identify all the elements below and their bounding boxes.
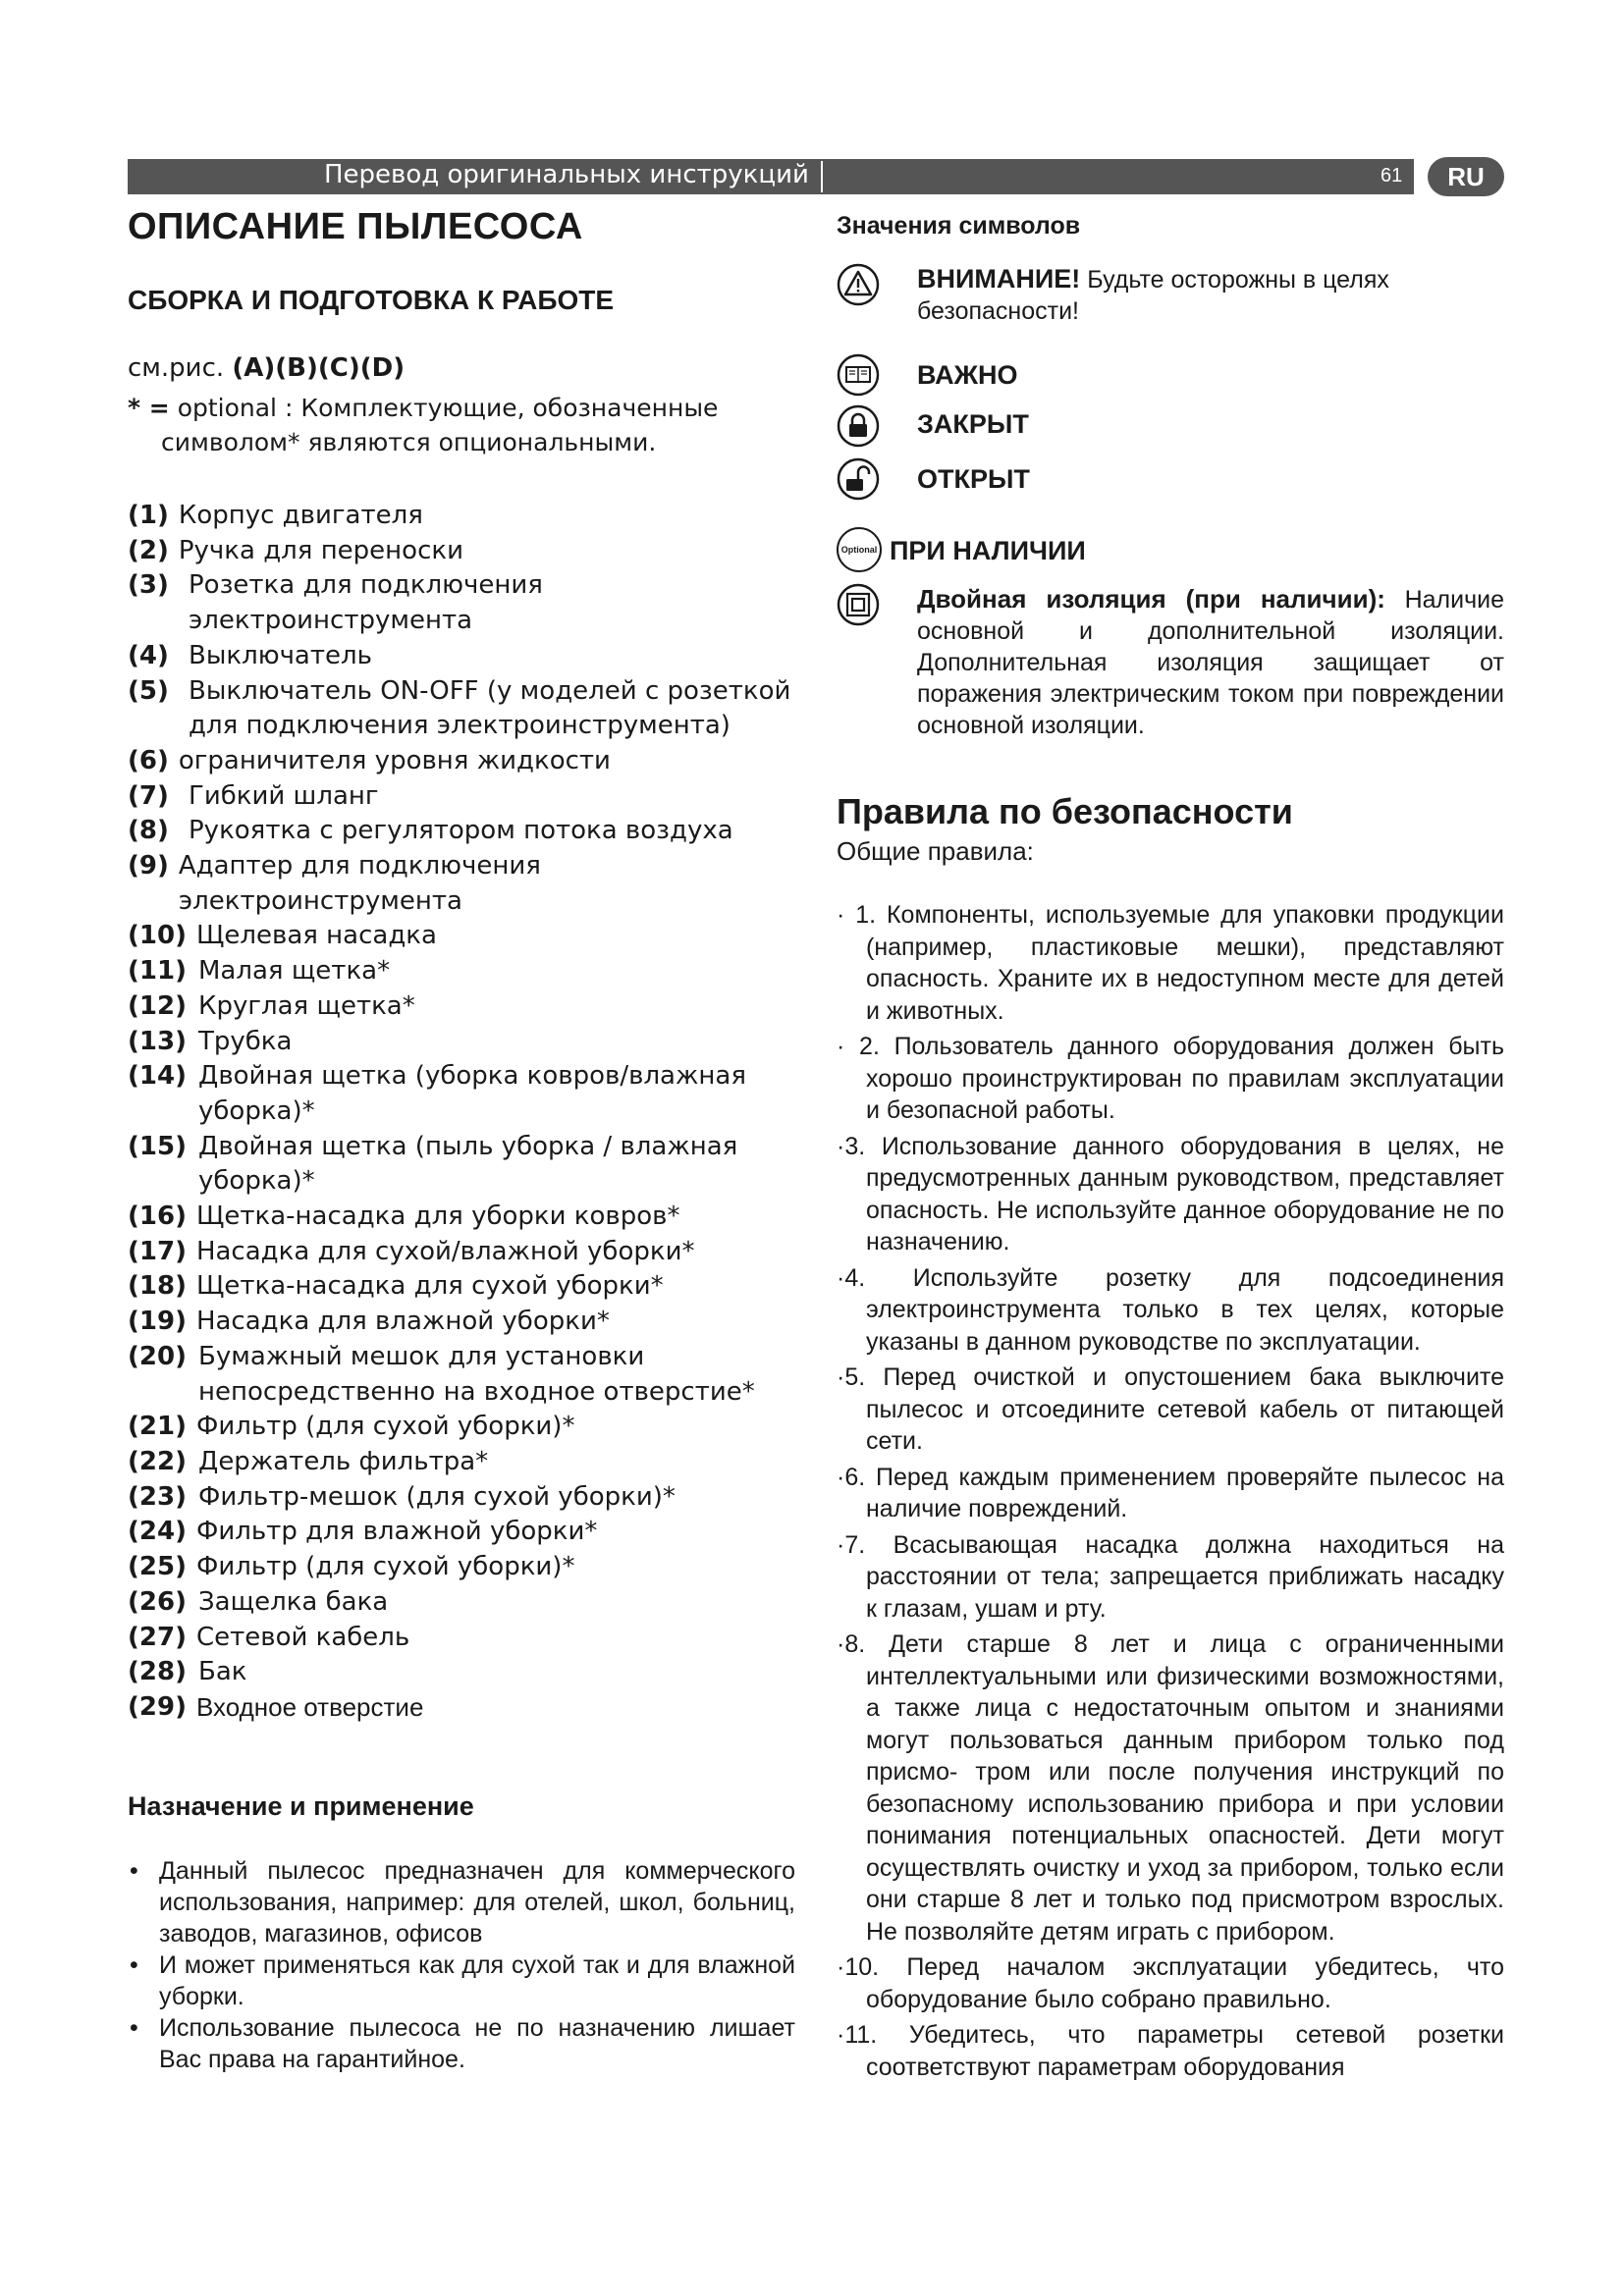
- rule-item: ·4. Используйте розетку для подсоединения электроинструмента только в тех целях, которые указаны в данном руководстве по эксплуатации.: [837, 1263, 1504, 1356]
- part-item: (16) Щетка-насадка для уборки ковров*: [128, 1201, 680, 1232]
- part-item: (12) Круглая щетка*: [128, 990, 415, 1021]
- safety-heading: Правила по безопасности: [837, 791, 1293, 831]
- part-item: (17) Насадка для сухой/влажной уборки*: [128, 1236, 695, 1266]
- parts-list: [128, 499, 795, 1726]
- figure-reference: [128, 353, 405, 383]
- part-item: (22) Держатель фильтра*: [128, 1446, 489, 1476]
- symbol-optional: [837, 527, 1086, 572]
- part-item: (15) Двойная щетка (пыль уборка / влажная уборка)*: [128, 1131, 738, 1197]
- symbol-closed: [837, 404, 1029, 448]
- part-item: (20) Бумажный мешок для установки непосредственно на входное отверстие*: [128, 1341, 755, 1407]
- figure-refs: (A)(B)(C)(D): [232, 353, 406, 383]
- part-item: (8) Рукоятка с регулятором потока воздуха: [128, 816, 733, 846]
- symbol-double-insulation: [837, 583, 1504, 741]
- part-item: (27) Сетевой кабель: [128, 1622, 410, 1652]
- part-item: (18) Щетка-насадка для сухой уборки*: [128, 1271, 664, 1302]
- optional-label: ПРИ НАЛИЧИИ: [890, 536, 1086, 565]
- open-label: ОТКРЫТ: [917, 464, 1030, 494]
- part-item: (6) ограничителя уровня жидкости: [128, 745, 611, 775]
- rule-item: ·3. Использование данного оборудования в целях, не предусмотренных данным руководством, представляет опасность. Не используйте данное оборудование не по назначению.: [837, 1132, 1504, 1255]
- purpose-item: • Использование пылесоса не по назначению лишает Вас права на гарантийное.: [128, 2012, 795, 2075]
- lock-closed-icon: [837, 404, 880, 448]
- header-divider: [821, 161, 823, 192]
- warning-text: Будьте осторожны в целях безопасности!: [917, 266, 1389, 325]
- optional-note: [128, 391, 756, 459]
- optional-text-1: optional : Комплектующие, обозначенные: [177, 394, 719, 422]
- purpose-item: • И может применяться как для сухой так и для влажной уборки.: [128, 1949, 795, 2012]
- part-item: (29) Входное отверстие: [128, 1691, 424, 1722]
- rule-item: ·7. Всасывающая насадка должна находиться на расстоянии от тела; запрещается приближать насадку к глазам, ушам и рту.: [837, 1530, 1504, 1623]
- part-item: (26) Защелка бака: [128, 1586, 389, 1617]
- part-item: (2) Ручка для переноски: [128, 535, 463, 565]
- important-label: ВАЖНО: [917, 360, 1018, 390]
- language-badge: RU: [1428, 157, 1504, 196]
- page-number: 61: [1380, 165, 1403, 187]
- double-insulation-icon: [837, 583, 880, 626]
- lock-open-icon: [837, 457, 880, 501]
- safety-rules-list: [837, 899, 1504, 2087]
- symbol-warning: [837, 263, 1504, 327]
- rule-item: ·5. Перед очисткой и опустошением бака выключите пылесос и отсоедините сетевой кабель от питающей сети.: [837, 1363, 1504, 1455]
- double-insulation-text: Наличие основной и дополнительной изоляции. Дополнительная изоляция защищает от поражения электрическим током при повреждении основной изоляции.: [917, 586, 1504, 739]
- double-insulation-description: [917, 583, 1504, 741]
- rule-item: · 2. Пользователь данного оборудования должен быть хорошо проинструктирован по правилам эксплуатации и безопасной работы.: [837, 1033, 1504, 1124]
- general-rules-subheading: Общие правила:: [837, 836, 1034, 866]
- purpose-heading: Назначение и применение: [128, 1791, 474, 1821]
- warning-label: ВНИМАНИЕ!: [917, 264, 1081, 294]
- part-item: (9) Адаптер для подключения электроинструмента: [128, 851, 541, 916]
- part-item: (4) Выключатель: [128, 640, 372, 670]
- header-title: Перевод оригинальных инструкций: [324, 160, 809, 189]
- optional-icon: [837, 527, 882, 572]
- rule-item: ·11. Убедитесь, что параметры сетевой розетки соответствуют параметрам оборудования: [837, 2021, 1504, 2081]
- rule-item: ·10. Перед началом эксплуатации убедитесь, что оборудование было собрано правильно.: [837, 1953, 1504, 2013]
- optional-text-2: символом* являются опциональными.: [161, 428, 657, 456]
- page-title: ОПИСАНИЕ ПЫЛЕСОСА: [128, 206, 583, 247]
- closed-label: ЗАКРЫТ: [917, 409, 1029, 439]
- part-item: (25) Фильтр (для сухой уборки)*: [128, 1552, 575, 1582]
- rule-item: · 1. Компоненты, используемые для упаковки продукции (например, пластиковые мешки), представляют опасность. Храните их в недоступном месте для детей и животных.: [837, 901, 1504, 1025]
- part-item: (24) Фильтр для влажной уборки*: [128, 1517, 598, 1547]
- symbols-heading: Значения символов: [837, 212, 1081, 240]
- part-item: (14) Двойная щетка (уборка ковров/влажная уборка)*: [128, 1061, 746, 1126]
- double-insulation-label: Двойная изоляция (при наличии):: [917, 584, 1385, 614]
- purpose-item: • Данный пылесос предназначен для коммерческого использования, например: для отелей, школ, больниц, заводов, магазинов, офисов: [128, 1855, 795, 1949]
- important-book-icon: [837, 353, 880, 397]
- optional-icon-text: Optional: [840, 545, 878, 555]
- warning-description: [917, 263, 1504, 327]
- part-item: (7) Гибкий шланг: [128, 780, 379, 811]
- part-item: (5) Выключатель ON-OFF (у моделей с розеткой для подключения электроинструмента): [128, 675, 791, 741]
- part-item: (1) Корпус двигателя: [128, 501, 423, 530]
- warning-icon: [837, 263, 880, 306]
- symbol-open: [837, 457, 1030, 501]
- part-item: (21) Фильтр (для сухой уборки)*: [128, 1412, 575, 1442]
- symbol-important: [837, 353, 1018, 397]
- part-item: (19) Насадка для влажной уборки*: [128, 1307, 610, 1337]
- part-item: (28) Бак: [128, 1657, 247, 1687]
- part-item: (3) Розетка для подключения электроинструмента: [128, 570, 543, 636]
- purpose-list: [128, 1855, 795, 2075]
- rule-item: ·8. Дети старше 8 лет и лица с ограниченными интеллектуальными или физическими возможностями, а также лица с недостаточным опытом и знаниями могут пользоваться данным прибором только под присмо- тром или после получения инструкций по безопасному использованию прибора и при условии понимания потенциальных опасностей. Дети могут осуществлять очистку и уход за прибором, только если они старше 8 лет и только под присмотром взрослых. Не позволяйте детям играть с прибором.: [837, 1630, 1504, 1946]
- assembly-heading: СБОРКА И ПОДГОТОВКА К РАБОТЕ: [128, 285, 615, 315]
- part-item: (11) Малая щетка*: [128, 956, 391, 987]
- optional-star: * =: [128, 394, 170, 422]
- header-bar: [128, 159, 1414, 194]
- part-item: (23) Фильтр-мешок (для сухой уборки)*: [128, 1481, 676, 1512]
- part-item: (10) Щелевая насадка: [128, 921, 437, 951]
- rule-item: ·6. Перед каждым применением проверяйте пылесос на наличие повреждений.: [837, 1463, 1504, 1522]
- figure-prefix: см.рис.: [128, 353, 225, 383]
- part-item: (13) Трубка: [128, 1026, 293, 1056]
